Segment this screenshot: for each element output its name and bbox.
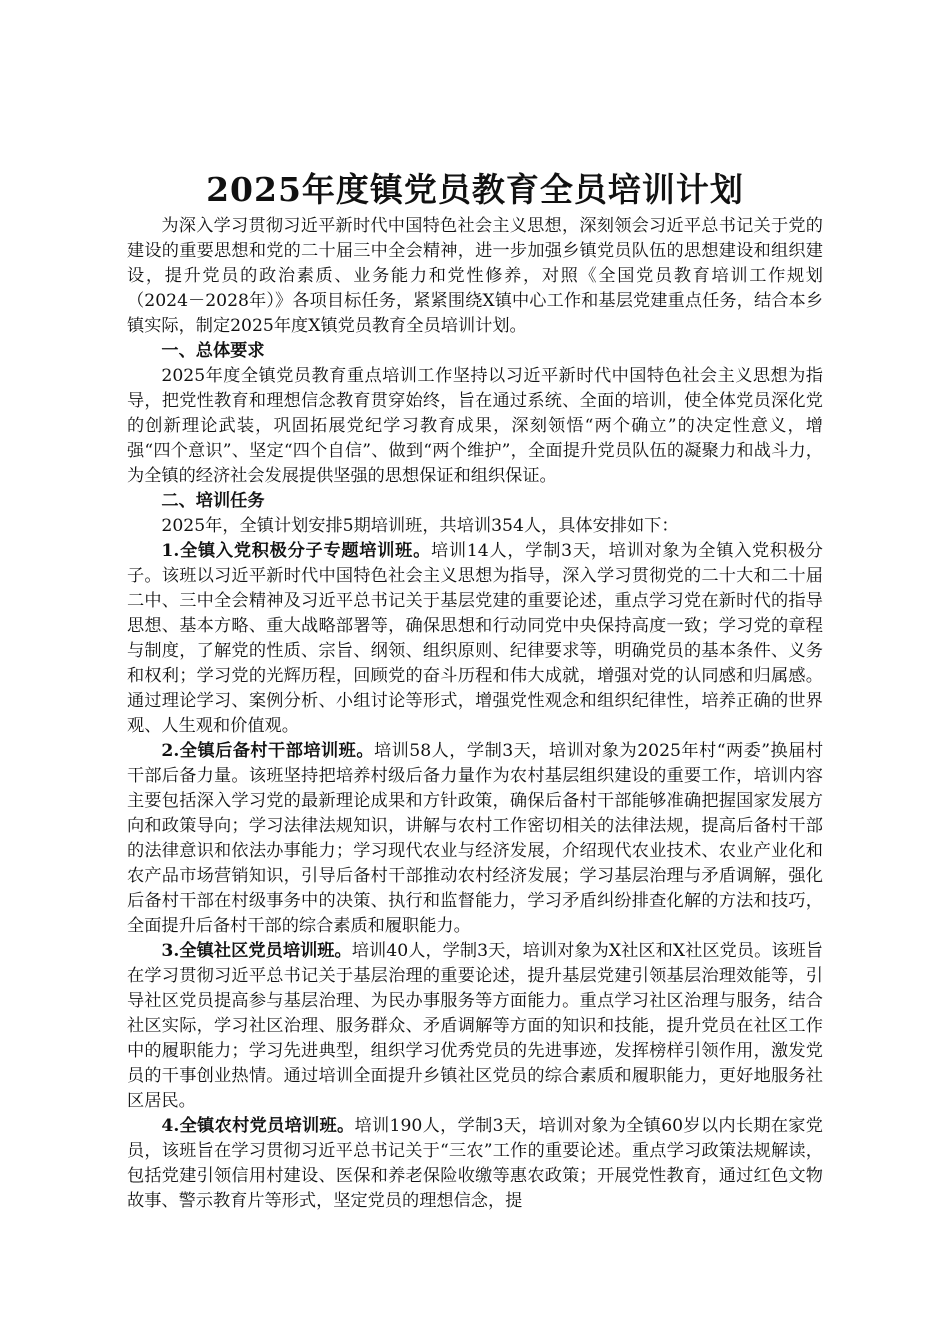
training-item-body: 培训190人，学制3天，培训对象为全镇60岁以内长期在家党员，该班旨在学习贯彻习近平总书记关于“三农”工作的重要论述。重点学习政策法规解读，包括党建引领信用村建设、医保和养老保险收缴等惠农政策；开展党性教育，通过红色文物故事、警示教育片等形式，坚定党员的理想信念，提 [127,1116,823,1211]
training-item [127,539,823,739]
section-heading-tasks: 二、培训任务 [161,491,265,511]
training-item-body: 培训58人，学制3天，培训对象为2025年村“两委”换届村干部后备力量。该班坚持把培养村级后备力量作为农村基层组织建设的重要工作，培训内容主要包括深入学习党的最新理论成果和方针政策，确保后备村干部能够准确把握国家发展方向和政策导向；学习法律法规知识，讲解与农村工作密切相关的法律法规，提高后备村干部的法律意识和依法办事能力；学习现代农业与经济发展，介绍现代农业技术、农业产业化和农产品市场营销知识，引导后备村干部推动农村经济发展；学习基层治理与矛盾调解，强化后备村干部在村级事务中的决策、执行和监督能力，学习矛盾纠纷排查化解的方法和技巧，全面提升后备村干部的综合素质和履职能力。 [127,741,824,936]
training-item [127,739,823,939]
training-item [127,1114,823,1214]
training-item [127,939,823,1114]
document-title: 2025年度镇党员教育全员培训计划 [206,170,744,209]
training-item-body: 培训14人，学制3天，培训对象为全镇入党积极分子。该班以习近平新时代中国特色社会主义思想为指导，深入学习贯彻党的二十大和二十届二中、三中全会精神及习近平总书记关于基层党建的重要论述，重点学习党在新时代的指导思想、基本方略、重大战略部署等，确保思想和行动同党中央保持高度一致；学习党的章程与制度，了解党的性质、宗旨、纲领、组织原则、纪律要求等，明确党员的基本条件、义务和权利；学习党的光辉历程，回顾党的奋斗历程和伟大成就，增强对党的认同感和归属感。通过理论学习、案例分析、小组讨论等形式，增强党性观念和组织纪律性，培养正确的世界观、人生观和价值观。 [127,541,823,736]
general-requirements-paragraph: 2025年度全镇党员教育重点培训工作坚持以习近平新时代中国特色社会主义思想为指导，把党性教育和理想信念教育贯穿始终，旨在通过系统、全面的培训，使全体党员深化党的创新理论武装，巩固拓展党纪学习教育成果，深刻领悟“两个确立”的决定性意义，增强“四个意识”、坚定“四个自信”、做到“两个维护”，全面提升党员队伍的凝聚力和战斗力，为全镇的经济社会发展提供坚强的思想保证和组织保证。 [127,366,823,486]
document-page [127,168,823,1214]
training-item-title: 4.全镇农村党员培训班。 [161,1116,355,1136]
training-item-title: 3.全镇社区党员培训班。 [161,941,352,961]
training-item-body: 培训40人，学制3天，培训对象为X社区和X社区党员。该班旨在学习贯彻习近平总书记关于基层治理的重要论述，提升基层党建引领基层治理效能等，引导社区党员提高参与基层治理、为民办事服务等方面能力。重点学习社区治理与服务，结合社区实际，学习社区治理、服务群众、矛盾调解等方面的知识和技能，提升党员在社区工作中的履职能力；学习先进典型，组织学习优秀党员的先进事迹，发挥榜样引领作用，激发党员的干事创业热情。通过培训全面提升乡镇社区党员的综合素质和履职能力，更好地服务社区居民。 [127,941,823,1111]
intro-paragraph: 为深入学习贯彻习近平新时代中国特色社会主义思想，深刻领会习近平总书记关于党的建设的重要思想和党的二十届三中全会精神，进一步加强乡镇党员队伍的思想建设和组织建设，提升党员的政治素质、业务能力和党性修养，对照《全国党员教育培训工作规划（2024－2028年）》各项目标任务，紧紧围绕X镇中心工作和基层党建重点任务，结合本乡镇实际，制定2025年度X镇党员教育全员培训计划。 [127,216,823,336]
training-item-title: 1.全镇入党积极分子专题培训班。 [161,541,431,561]
section-heading-general: 一、总体要求 [161,341,265,361]
training-item-title: 2.全镇后备村干部培训班。 [161,741,374,761]
tasks-summary-paragraph: 2025年，全镇计划安排5期培训班，共培训354人，具体安排如下： [161,516,679,536]
